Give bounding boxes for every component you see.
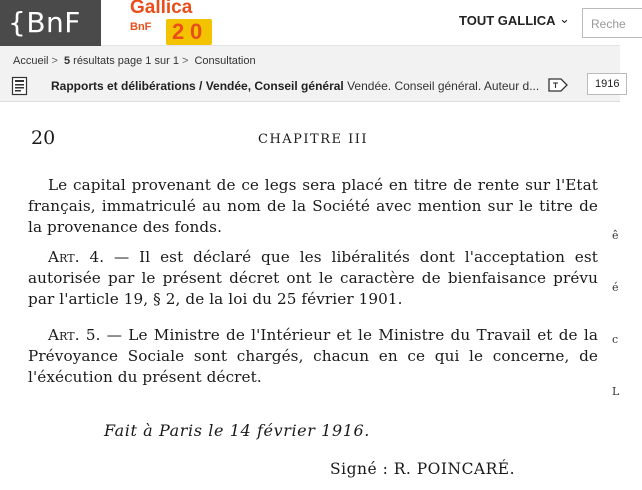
viewer-toolbar [0, 46, 620, 102]
signature-line: Signé : R. POINCARÉ. [330, 460, 516, 478]
gallica-logo[interactable] [130, 0, 210, 46]
gallica-anniversary-badge [166, 19, 212, 45]
badge-digit-2: 2 [172, 19, 185, 44]
article-4-label: Art. 4. [48, 248, 105, 266]
adjacent-page-edge [612, 223, 620, 423]
article-5-label: Art. 5. [48, 326, 101, 344]
edge-glyph: ê [612, 229, 619, 242]
search-scope-dropdown[interactable]: TOUT GALLICA [459, 13, 556, 28]
place-date-line: Fait à Paris le 14 février 1916. [104, 421, 370, 440]
document-icon [12, 77, 27, 95]
paragraph-article-5 [28, 325, 598, 388]
chapter-heading: CHAPITRE III [258, 132, 369, 147]
article-5-text: — Le Ministre de l'Intérieur et le Ministre du Travail et de la Prévoyance Sociale sont chargés, chacun en ce qui le concerne, de l'éxécution du présent décret. [28, 326, 598, 386]
page-number: 20 [31, 127, 56, 149]
edge-glyph: c [612, 333, 619, 346]
gallica-logo-word: Gallica [130, 0, 193, 18]
notice-tag-icon[interactable] [548, 78, 568, 92]
breadcrumb-separator: > [181, 55, 189, 67]
breadcrumb-home[interactable]: Accueil [13, 55, 49, 67]
gallica-logo-sub: BnF [130, 21, 152, 33]
breadcrumb-results[interactable]: résultats page 1 sur 1 [73, 55, 179, 67]
breadcrumb-current: Consultation [194, 55, 256, 67]
chevron-down-icon[interactable]: ⌄ [559, 11, 570, 26]
breadcrumb-results-count[interactable]: 5 [63, 55, 71, 67]
breadcrumb [13, 55, 256, 67]
document-title-author: Vendée. Conseil général. Auteur d... [343, 79, 540, 93]
badge-digit-0: 0 [190, 19, 203, 44]
site-header [0, 0, 626, 46]
breadcrumb-separator: > [51, 55, 58, 67]
edge-glyph: L [612, 385, 620, 398]
edge-glyph: é [612, 281, 619, 294]
year-selector[interactable]: 1916 [587, 73, 627, 95]
document-page-view [0, 103, 620, 490]
article-4-text: — Il est déclaré que les libéralités dont l'acceptation est autorisée par le présent décret ont le caractère de bienfaisance prévu par l'article 19, § 2, de la loi du 25 février 1901. [28, 248, 598, 308]
document-title [51, 79, 540, 93]
paragraph-article-4 [28, 247, 598, 310]
search-input[interactable]: Reche [582, 8, 642, 38]
bnf-logo[interactable]: {BnF [0, 0, 101, 46]
document-title-main: Rapports et délibérations / Vendée, Conseil général [51, 79, 344, 93]
paragraph-capital: Le capital provenant de ce legs sera placé en titre de rente sur l'Etat français, immatriculé au nom de la Société avec mention sur le titre de la provenance des fonds. [28, 176, 598, 236]
